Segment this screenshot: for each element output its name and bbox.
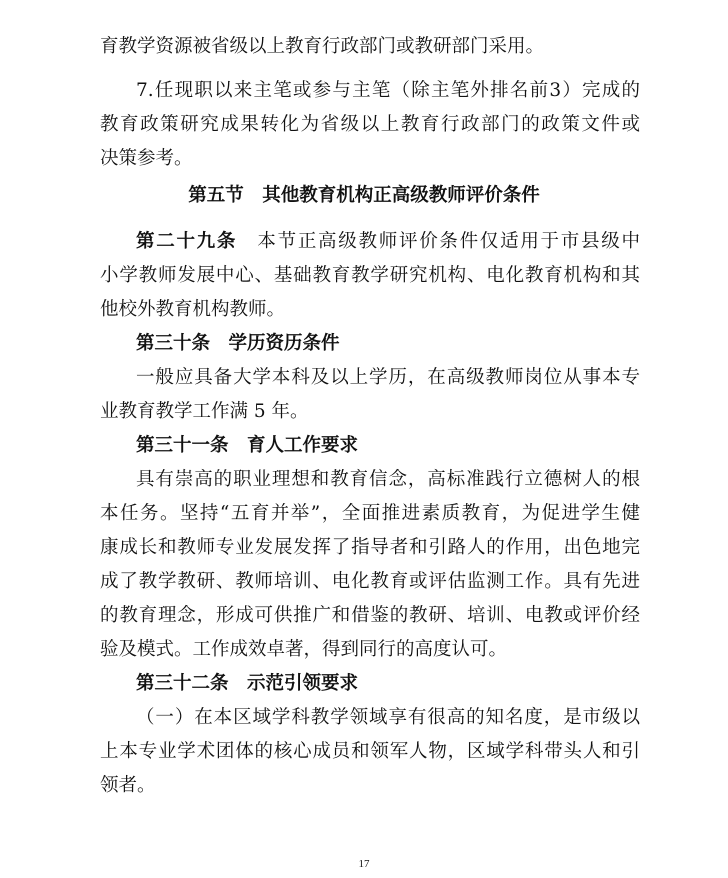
- article-30-heading: [136, 331, 676, 357]
- text-line: 育教学资源被省级以上教育行政部门或教研部门采用。: [100, 36, 545, 57]
- section-heading: 第五节 其他教育机构正高级教师评价条件: [188, 185, 540, 206]
- article-32-subtitle: 示范引领要求: [247, 673, 359, 694]
- text-line: 7.任现职以来主笔或参与主笔（除主笔外排名前3）完成的: [136, 80, 640, 101]
- text-line: 的教育理念，形成可供推广和借鉴的教研、培训、电教或评价经: [100, 605, 640, 626]
- text-line: 成了教学教研、教师培训、电化教育或评估监测工作。具有先进: [100, 571, 640, 592]
- text-line: 具有崇高的职业理想和教育信念，高标准践行立德树人的根: [136, 469, 640, 490]
- text-line: 小学教师发展中心、基础教育教学研究机构、电化教育机构和其: [100, 265, 640, 286]
- text-line: （一）在本区域学科教学领域享有很高的知名度，是市级以: [136, 707, 640, 728]
- page-number: 17: [358, 858, 370, 870]
- article-32-title: 第三十二条: [136, 673, 229, 694]
- text-line: 一般应具备大学本科及以上学历，在高级教师岗位从事本专: [136, 367, 640, 388]
- article-31-heading: [136, 433, 676, 459]
- text-line: 教育政策研究成果转化为省级以上教育行政部门的政策文件或: [100, 114, 640, 135]
- text-line: 决策参考。: [100, 148, 193, 169]
- article-29-first-line: [136, 229, 640, 255]
- article-30-subtitle: 学历资历条件: [228, 333, 340, 354]
- text-line: 康成长和教师专业发展发挥了指导者和引路人的作用，出色地完: [100, 537, 640, 558]
- text-line: 上本专业学术团体的核心成员和领军人物，区域学科带头人和引: [100, 741, 640, 762]
- text-line: 领者。: [100, 775, 156, 796]
- text-line: 本任务。坚持“五育并举”，全面推进素质教育，为促进学生健: [100, 503, 640, 524]
- article-29-title: 第二十九条: [136, 231, 238, 252]
- article-32-heading: [136, 671, 676, 697]
- article-30-title: 第三十条: [136, 333, 211, 354]
- text-line: 业教育教学工作满 5 年。: [100, 401, 309, 422]
- article-31-subtitle: 育人工作要求: [247, 435, 359, 456]
- article-29-text: 本节正高级教师评价条件仅适用于市县级中: [257, 231, 640, 252]
- text-line: 他校外教育机构教师。: [100, 299, 286, 320]
- article-31-title: 第三十一条: [136, 435, 229, 456]
- text-line: 验及模式。工作成效卓著，得到同行的高度认可。: [100, 639, 508, 660]
